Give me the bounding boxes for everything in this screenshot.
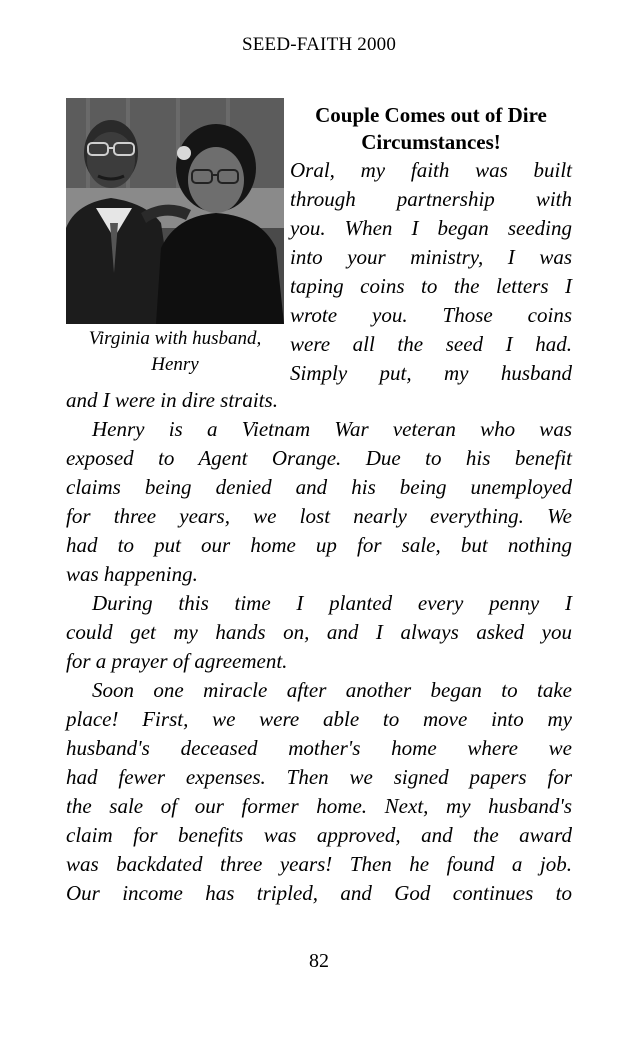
- side-line: were all the seed I had.: [290, 332, 572, 356]
- running-header: SEED-FAITH 2000: [241, 34, 397, 55]
- article-headline-line-1: Couple Comes out of Dire: [315, 103, 547, 127]
- body-line: was happening.: [66, 562, 198, 586]
- side-line: taping coins to the letters I: [290, 274, 572, 298]
- body-line: for a prayer of agreement.: [66, 649, 288, 673]
- couple-photo-illustration: [66, 98, 284, 324]
- photo-caption: [66, 326, 284, 378]
- article-body: [66, 386, 572, 908]
- side-line: through partnership with: [290, 187, 572, 211]
- article-headline: [290, 102, 572, 156]
- body-line: for three years, we lost nearly everything. We: [66, 504, 572, 528]
- body-line: claims being denied and his being unemployed: [66, 475, 572, 499]
- page-number: 82: [309, 950, 329, 972]
- body-line: had fewer expenses. Then we signed papers for: [66, 765, 572, 789]
- side-line: into your ministry, I was: [290, 245, 572, 269]
- photo-block: [66, 98, 284, 378]
- body-line: the sale of our former home. Next, my husband's: [66, 794, 572, 818]
- body-line: husband's deceased mother's home where we: [66, 736, 572, 760]
- article-side-column: [290, 156, 572, 388]
- body-line: Henry is a Vietnam War veteran who was: [92, 417, 572, 441]
- body-line: could get my hands on, and I always asked you: [66, 620, 572, 644]
- couple-photo: [66, 98, 284, 324]
- side-line: you. When I began seeding: [290, 216, 572, 240]
- body-line: was backdated three years! Then he found a job.: [66, 852, 572, 876]
- body-line: exposed to Agent Orange. Due to his benefit: [66, 446, 572, 470]
- body-line: During this time I planted every penny I: [92, 591, 572, 615]
- photo-caption-line-1: Virginia with husband,: [88, 328, 262, 349]
- body-line: claim for benefits was approved, and the award: [66, 823, 572, 847]
- body-line: Soon one miracle after another began to take: [92, 678, 572, 702]
- article-headline-line-2: Circumstances!: [361, 130, 501, 154]
- body-line: had to put our home up for sale, but nothing: [66, 533, 572, 557]
- side-line: Oral, my faith was built: [290, 158, 572, 182]
- body-line: Our income has tripled, and God continues to: [66, 881, 572, 905]
- body-line: place! First, we were able to move into my: [66, 707, 572, 731]
- body-line: and I were in dire straits.: [66, 388, 278, 412]
- photo-caption-line-2: Henry: [151, 354, 199, 375]
- side-line: Simply put, my husband: [290, 361, 572, 385]
- side-line: wrote you. Those coins: [290, 303, 572, 327]
